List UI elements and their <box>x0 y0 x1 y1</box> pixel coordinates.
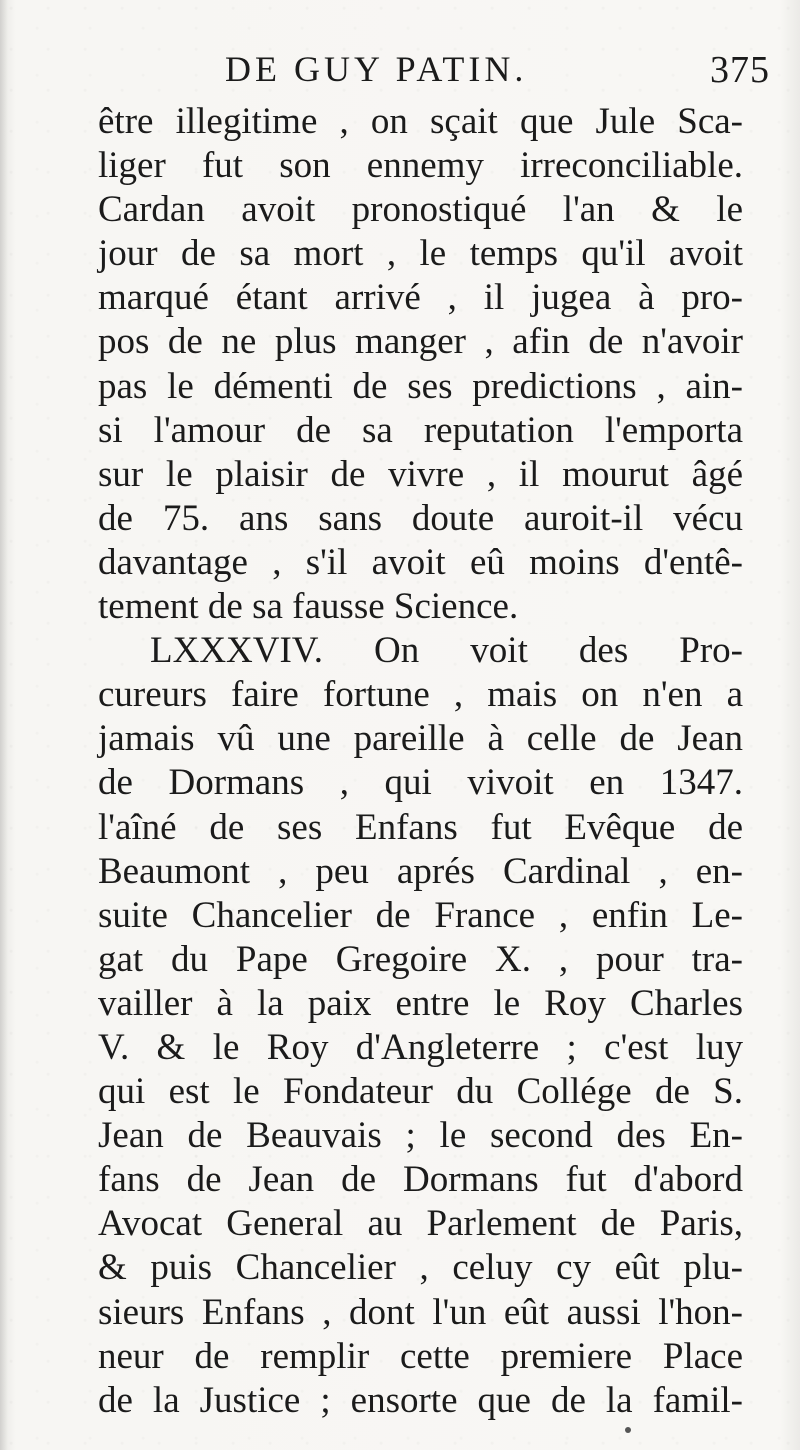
section-start-line: LXXXVIV. On voit des Pro- <box>150 630 743 672</box>
text-line: Beaumont , peu aprés Cardinal , en- <box>98 850 743 892</box>
text-line: pos de ne plus manger , afin de n'avoir <box>98 321 743 363</box>
binding-shadow <box>0 0 8 1450</box>
text-line: de la Justice ; ensorte que de la famil- <box>98 1379 743 1421</box>
text-line: V. & le Roy d'Angleterre ; c'est luy <box>98 1026 743 1068</box>
text-line: Cardan avoit pronostiqué l'an & le <box>98 189 743 231</box>
text-line: de Dormans , qui vivoit en 1347. <box>98 762 743 804</box>
text-line: fans de Jean de Dormans fut d'abord <box>98 1159 743 1201</box>
text-line: vailler à la paix entre le Roy Charles <box>98 982 743 1024</box>
text-line: jamais vû une pareille à celle de Jean <box>98 718 743 760</box>
text-line: Jean de Beauvais ; le second des En- <box>98 1115 743 1157</box>
text-line: de 75. ans sans doute auroit-il vécu <box>98 497 743 539</box>
print-mark <box>625 1427 631 1433</box>
text-line: pas le démenti de ses predictions , ain- <box>98 365 743 407</box>
text-line: l'aîné de ses Enfans fut Evêque de <box>98 806 743 848</box>
text-line: qui est le Fondateur du Collége de S. <box>98 1071 743 1113</box>
text-line: être illegitime , on sçait que Jule Sca- <box>98 101 743 142</box>
text-line: tement de sa fausse Science. <box>98 586 519 628</box>
text-line: sur le plaisir de vivre , il mourut âgé <box>98 453 743 495</box>
text-line: gat du Pape Gregoire X. , pour tra- <box>98 938 743 980</box>
running-head <box>95 48 770 96</box>
text-line: si l'amour de sa reputation l'emporta <box>98 409 743 451</box>
running-title: DE GUY PATIN. <box>225 49 528 89</box>
text-line: cureurs faire fortune , mais on n'en a <box>98 674 743 716</box>
text-line: Avocat General au Parlement de Paris, <box>98 1203 743 1245</box>
text-line: jour de sa mort , le temps qu'il avoit <box>98 233 743 275</box>
page-number: 375 <box>710 49 770 91</box>
text-line: liger fut son ennemy irreconciliable. <box>98 145 743 187</box>
text-line: davantage , s'il avoit eû moins d'entê- <box>98 541 743 583</box>
text-line: & puis Chancelier , celuy cy eût plu- <box>98 1247 743 1289</box>
text-line: sieurs Enfans , dont l'un eût aussi l'hon- <box>98 1291 743 1333</box>
text-line: neur de remplir cette premiere Place <box>98 1335 743 1377</box>
text-line: suite Chancelier de France , enfin Le- <box>98 894 743 936</box>
text-line: marqué étant arrivé , il jugea à pro- <box>98 277 743 319</box>
body-text <box>98 100 743 1423</box>
